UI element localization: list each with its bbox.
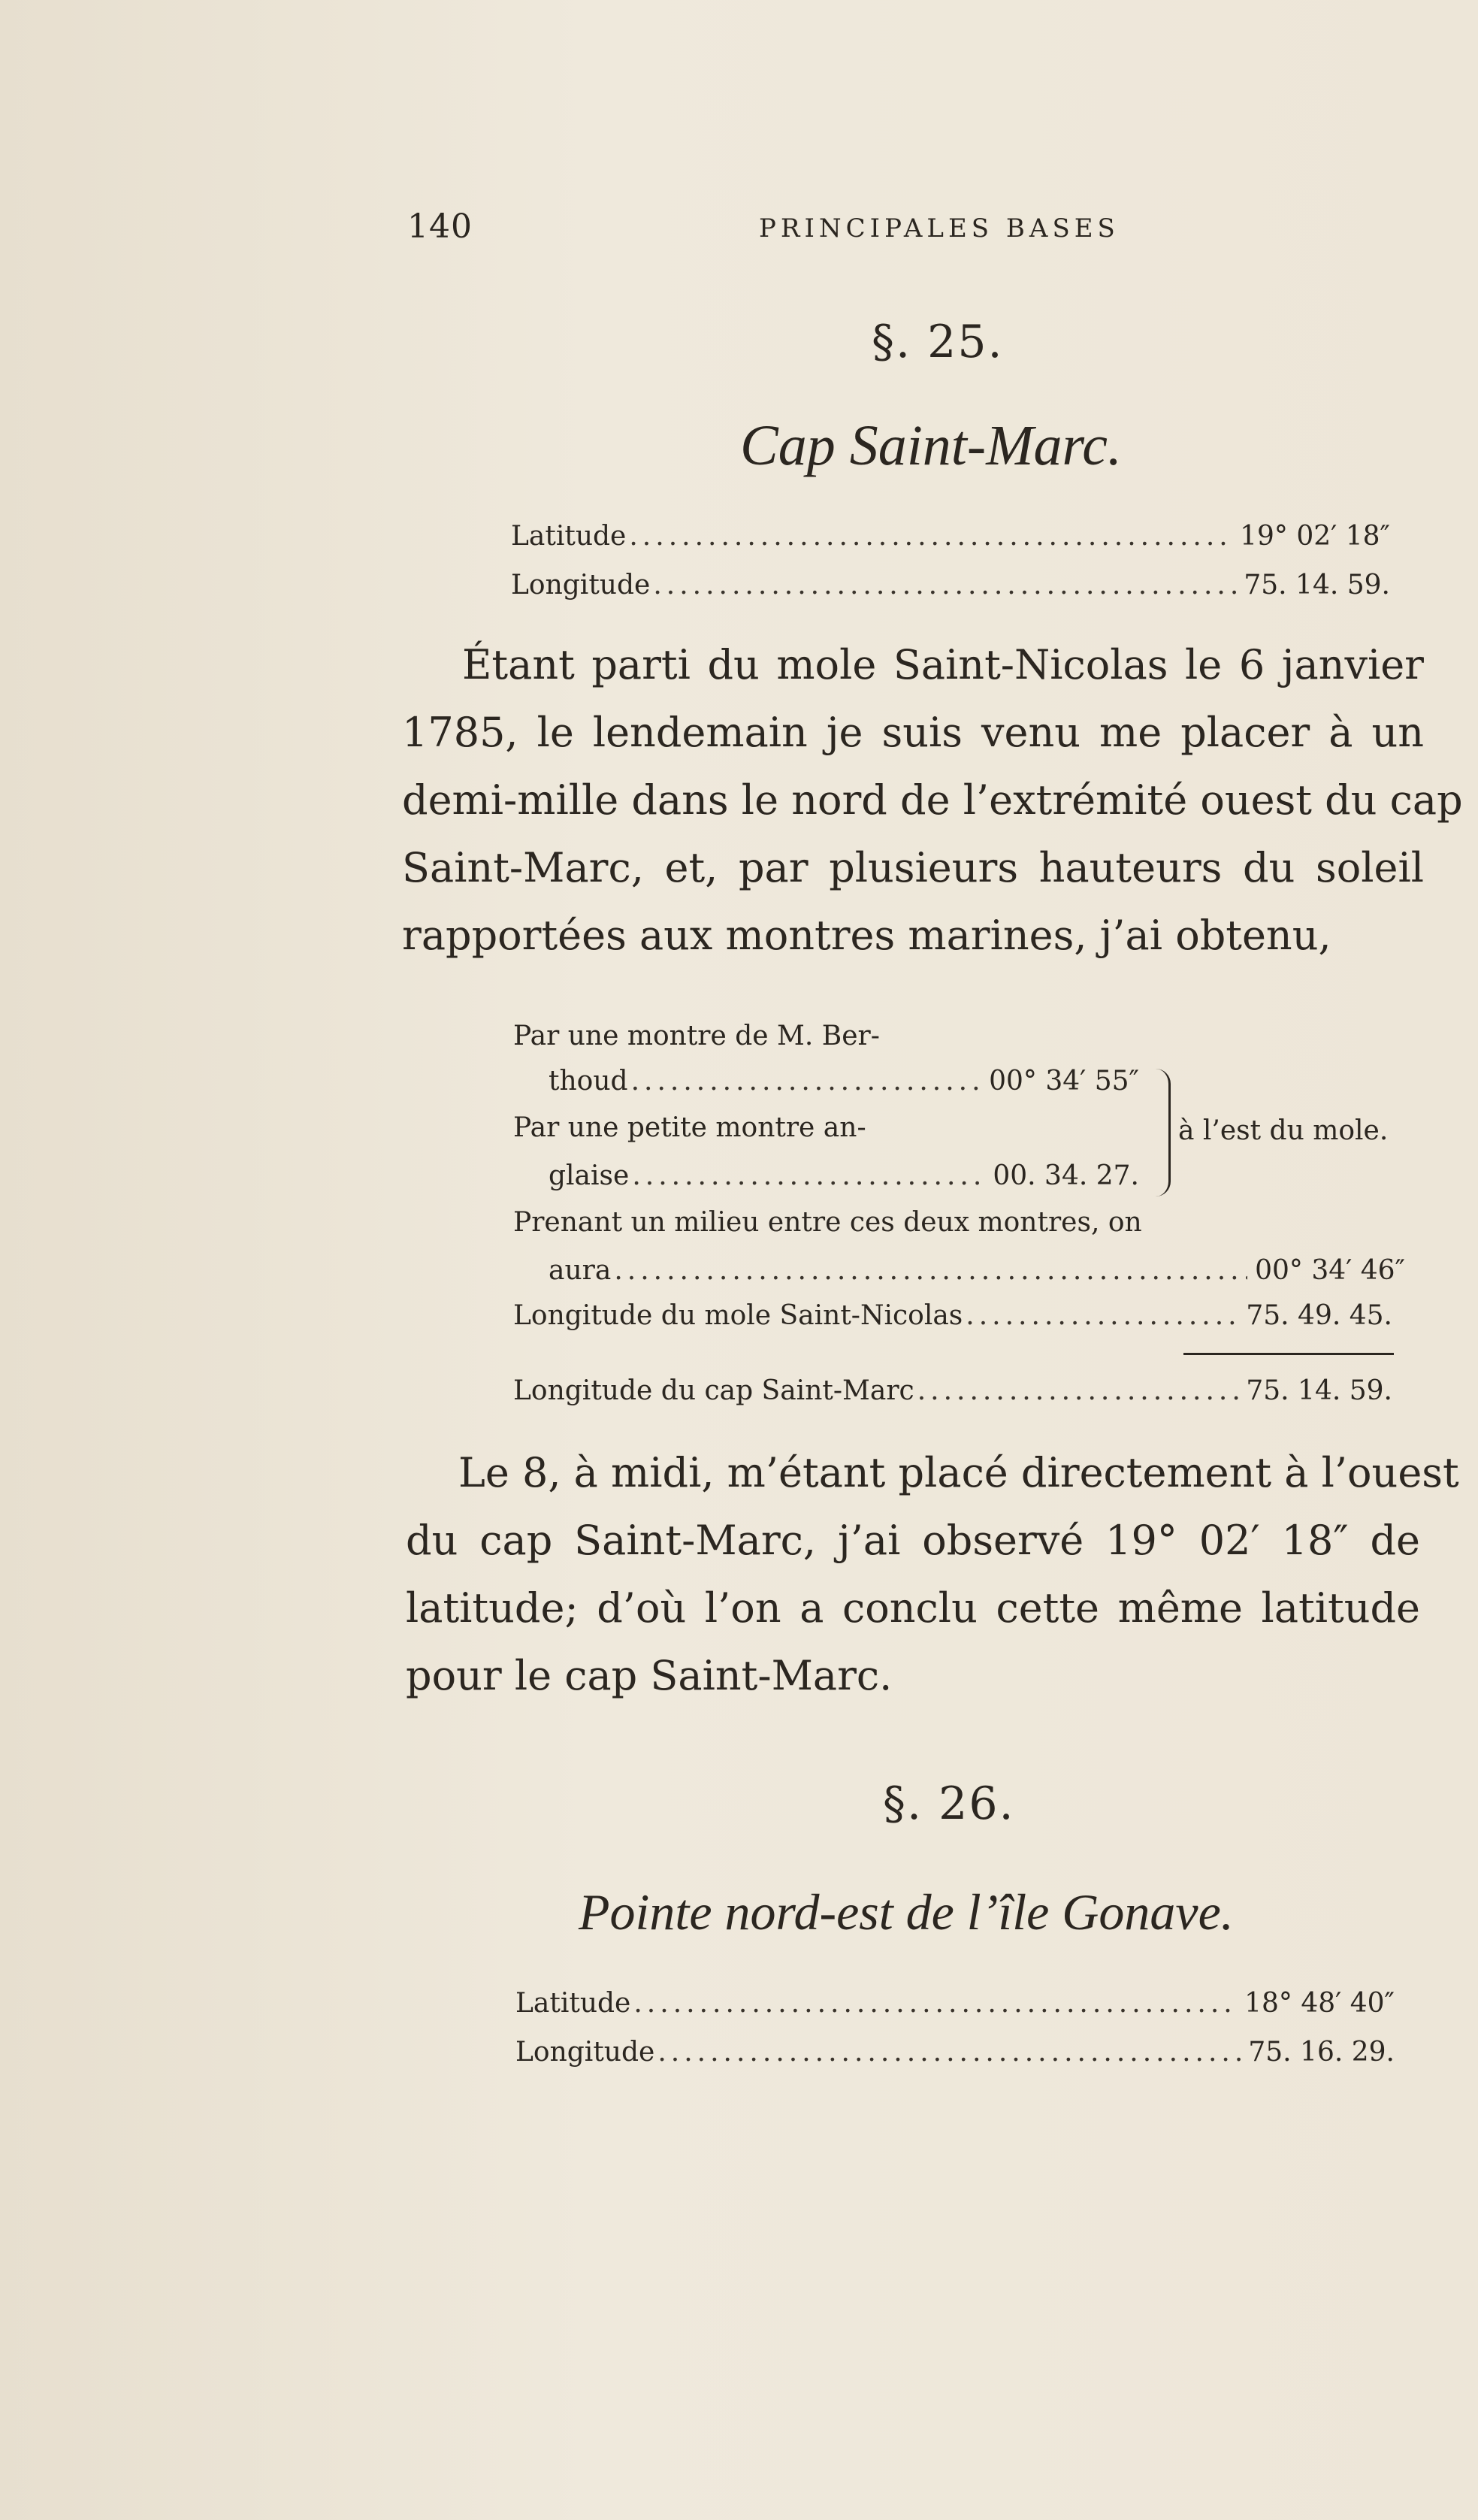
paragraph-line: rapportées aux montres marines, j’ai obtenu, — [402, 912, 1331, 959]
longitude-value: 75. 16. 29. — [1248, 2037, 1395, 2068]
paragraph-line: latitude; d’où l’on a conclu cette même latitude — [406, 1584, 1420, 1632]
paragraph-line: du cap Saint-Marc, j’ai observé 19° 02′ 18″ de — [406, 1517, 1420, 1564]
leader-dots — [966, 1300, 1238, 1331]
latitude-label: Latitude — [511, 521, 627, 552]
calc-row1-value: 00° 34′ 55″ — [989, 1066, 1139, 1097]
leader-dots — [614, 1255, 1247, 1286]
calc-row2-value: 00. 34. 27. — [993, 1160, 1139, 1191]
calc-row2-b: glaise — [549, 1160, 630, 1191]
calc-row3-value: 00° 34′ 46″ — [1255, 1255, 1405, 1286]
section-25-latitude-row — [511, 521, 1390, 552]
brace-label: à l’est du mole. — [1178, 1115, 1389, 1146]
paragraph-line: demi-mille dans le nord de l’extrémité ouest du cap — [402, 776, 1463, 824]
section-26-number: §. 26. — [883, 1777, 1015, 1830]
calc-row5-label: Longitude du cap Saint-Marc — [513, 1375, 914, 1406]
paragraph-line: Le 8, à midi, m’étant placé directement à l’ouest — [458, 1449, 1459, 1496]
longitude-label: Longitude — [515, 2037, 655, 2068]
leader-dots — [917, 1375, 1239, 1406]
leader-dots — [629, 521, 1232, 552]
leader-dots — [632, 1160, 985, 1191]
leader-dots — [631, 1066, 982, 1097]
calc-row1 — [549, 1066, 1139, 1097]
latitude-value: 18° 48′ 40″ — [1244, 1988, 1395, 2019]
section-26-latitude-row — [515, 1988, 1395, 2019]
leader-dots — [657, 2037, 1241, 2068]
section-26-longitude-row — [515, 2037, 1395, 2068]
section-25-longitude-row — [511, 570, 1390, 601]
leader-dots — [633, 1988, 1237, 2019]
calc-row4-value: 75. 49. 45. — [1246, 1300, 1392, 1331]
calc-row2-a: Par une petite montre an- — [513, 1112, 866, 1143]
brace — [1153, 1069, 1171, 1196]
calc-row3-b: aura — [549, 1255, 612, 1286]
paragraph-line: Étant parti du mole Saint-Nicolas le 6 janvier — [462, 641, 1424, 688]
paragraph-line: pour le cap Saint-Marc. — [406, 1652, 893, 1699]
paragraph-line: 1785, le lendemain je suis venu me placer à un — [402, 709, 1424, 756]
section-25-paragraph-2 — [406, 1439, 1459, 1710]
leader-dots — [653, 570, 1236, 601]
section-25-paragraph — [402, 631, 1463, 970]
calc-row3 — [549, 1255, 1405, 1286]
calc-row5-value: 75. 14. 59. — [1246, 1375, 1392, 1406]
latitude-value: 19° 02′ 18″ — [1240, 521, 1390, 552]
running-title: PRINCIPALES BASES — [759, 213, 1120, 244]
page-number: 140 — [407, 207, 473, 246]
paragraph-line: Saint-Marc, et, par plusieurs hauteurs du soleil — [402, 844, 1424, 891]
calc-row5 — [513, 1375, 1392, 1406]
calc-row4-label: Longitude du mole Saint-Nicolas — [513, 1300, 963, 1331]
sum-rule — [1183, 1353, 1394, 1355]
section-25-number: §. 25. — [872, 316, 1004, 368]
calc-row1-a: Par une montre de M. Ber- — [513, 1021, 880, 1051]
section-26-title: Pointe nord-est de l’île Gonave. — [579, 1883, 1234, 1941]
calc-row1-b: thoud — [549, 1066, 628, 1097]
calc-row3-a: Prenant un milieu entre ces deux montres, on — [513, 1207, 1142, 1238]
longitude-label: Longitude — [511, 570, 651, 601]
longitude-value: 75. 14. 59. — [1244, 570, 1390, 601]
calc-row4 — [513, 1300, 1392, 1331]
calc-row2 — [549, 1160, 1139, 1191]
section-25-title: Cap Saint-Marc. — [740, 414, 1123, 477]
latitude-label: Latitude — [515, 1988, 631, 2019]
